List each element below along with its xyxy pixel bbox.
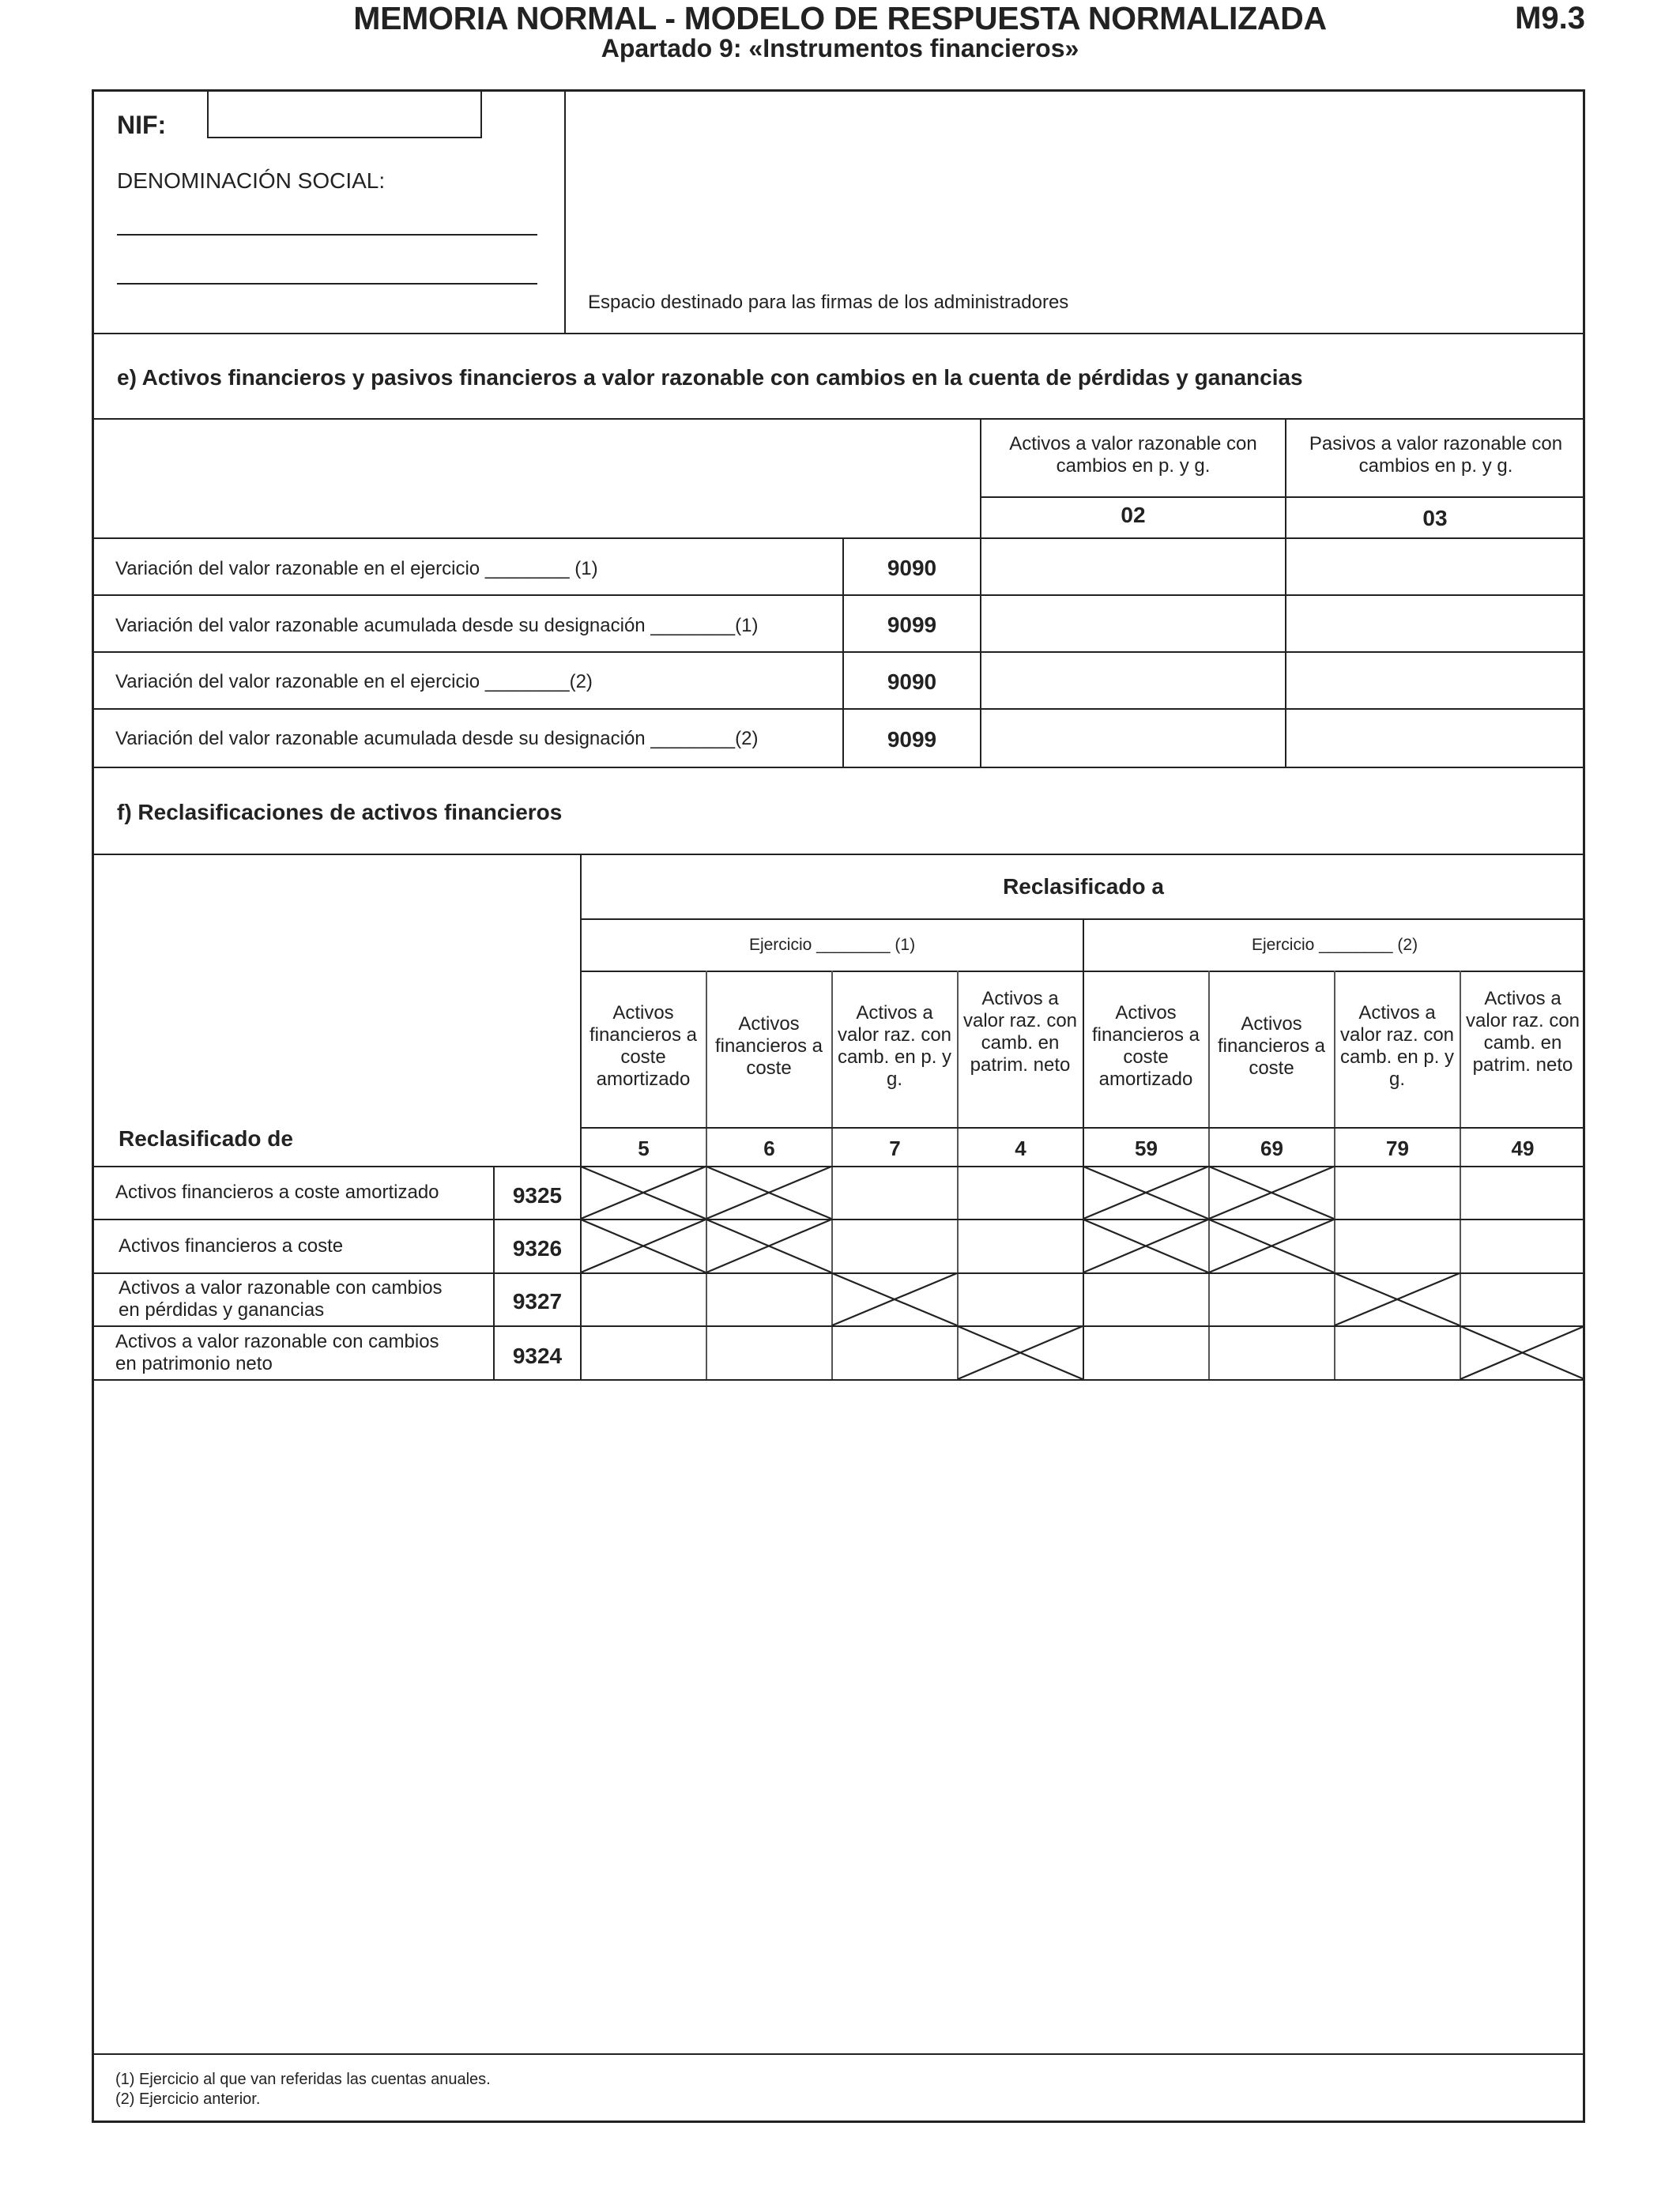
section-f-col-header: Activos a valor raz. con camb. en p. y g. xyxy=(837,1002,952,1090)
section-e-title: e) Activos financieros y pasivos financieros a valor razonable con cambios en la cuenta de pérdidas y ganancias xyxy=(117,365,1303,390)
ejercicio-2-label: Ejercicio ________ (2) xyxy=(1251,936,1418,954)
section-f-col-code: 5 xyxy=(638,1137,650,1160)
section-f-col-header: Activos a valor raz. con camb. en patrim. neto xyxy=(962,988,1078,1076)
section-f-col-code: 69 xyxy=(1260,1137,1283,1160)
section-e-col-1-header: Activos a valor razonable con cambios en p. y g. xyxy=(1009,433,1257,477)
reclasificado-de-label: Reclasificado de xyxy=(119,1126,293,1151)
section-e-row-code: 9090 xyxy=(887,556,937,580)
section-f-col-code: 4 xyxy=(1015,1137,1026,1160)
section-f-title: f) Reclasificaciones de activos financieros xyxy=(117,800,563,824)
form-subtitle: Apartado 9: «Instrumentos financieros» xyxy=(601,34,1079,62)
section-f-col-header: Activos financieros a coste xyxy=(714,1013,823,1079)
section-f-col-code: 79 xyxy=(1386,1137,1409,1160)
reclasificado-a-label: Reclasificado a xyxy=(1003,874,1164,899)
section-e-row-label: Variación del valor razonable acumulada desde su designación ________(2) xyxy=(115,728,759,749)
section-f-col-header: Activos financieros a coste xyxy=(1217,1013,1326,1079)
nif-label: NIF: xyxy=(117,111,167,139)
section-f-row-label: Activos financieros a coste xyxy=(119,1235,344,1257)
section-f-row-code: 9327 xyxy=(512,1289,563,1314)
footnote-1: (1) Ejercicio al que van referidas las cuentas anuales. xyxy=(115,2071,491,2088)
notes-area[interactable] xyxy=(93,1381,1584,2053)
section-e-row-code: 9099 xyxy=(887,613,937,637)
divider xyxy=(92,2053,1585,2055)
section-f-row-label: Activos a valor razonable con cambios xyxy=(115,1331,439,1352)
section-f-col-header: Activos a valor raz. con camb. en patrim. neto xyxy=(1465,988,1580,1076)
section-e-row-label: Variación del valor razonable acumulada desde su designación ________(1) xyxy=(115,615,759,636)
section-f-col-code: 59 xyxy=(1135,1137,1158,1160)
section-f-col-code: 7 xyxy=(889,1137,901,1160)
section-f-col-header: Activos financieros a coste amortizado xyxy=(1091,1002,1200,1090)
section-f-row-code: 9324 xyxy=(512,1344,563,1368)
section-f-row-code: 9325 xyxy=(512,1183,563,1208)
section-f-row-label-2: en pérdidas y ganancias xyxy=(119,1299,325,1321)
section-e-row-code: 9099 xyxy=(887,727,937,752)
section-e-row-code: 9090 xyxy=(887,669,937,694)
section-f-col-code: 6 xyxy=(763,1137,775,1160)
signatures-label: Espacio destinado para las firmas de los administradores xyxy=(588,292,1069,313)
section-e-col-2-code: 03 xyxy=(1422,506,1448,530)
section-f-row-label: Activos financieros a coste amortizado xyxy=(115,1182,439,1203)
section-e-row-label: Variación del valor razonable en el ejercicio ________ (1) xyxy=(115,558,598,579)
section-f-row-code: 9326 xyxy=(512,1236,563,1261)
ejercicio-1-label: Ejercicio ________ (1) xyxy=(748,936,916,954)
form-code: M9.3 xyxy=(1515,1,1585,36)
section-e-col-1-code: 02 xyxy=(1121,503,1146,527)
section-f-row-label-2: en patrimonio neto xyxy=(115,1353,273,1374)
section-f-col-code: 49 xyxy=(1511,1137,1535,1160)
section-f-col-header: Activos a valor raz. con camb. en p. y g. xyxy=(1339,1002,1455,1090)
section-f-col-header: Activos financieros a coste amortizado xyxy=(589,1002,698,1090)
section-e-col-2-header: Pasivos a valor razonable con cambios en p. y g. xyxy=(1309,433,1563,477)
form-title: MEMORIA NORMAL - MODELO DE RESPUESTA NORMALIZADA xyxy=(353,0,1327,36)
denominacion-label: DENOMINACIÓN SOCIAL: xyxy=(117,168,386,193)
footnote-2: (2) Ejercicio anterior. xyxy=(115,2090,261,2108)
section-f-row-label: Activos a valor razonable con cambios xyxy=(119,1277,443,1299)
section-e-row-label: Variación del valor razonable en el ejercicio ________(2) xyxy=(115,671,593,692)
